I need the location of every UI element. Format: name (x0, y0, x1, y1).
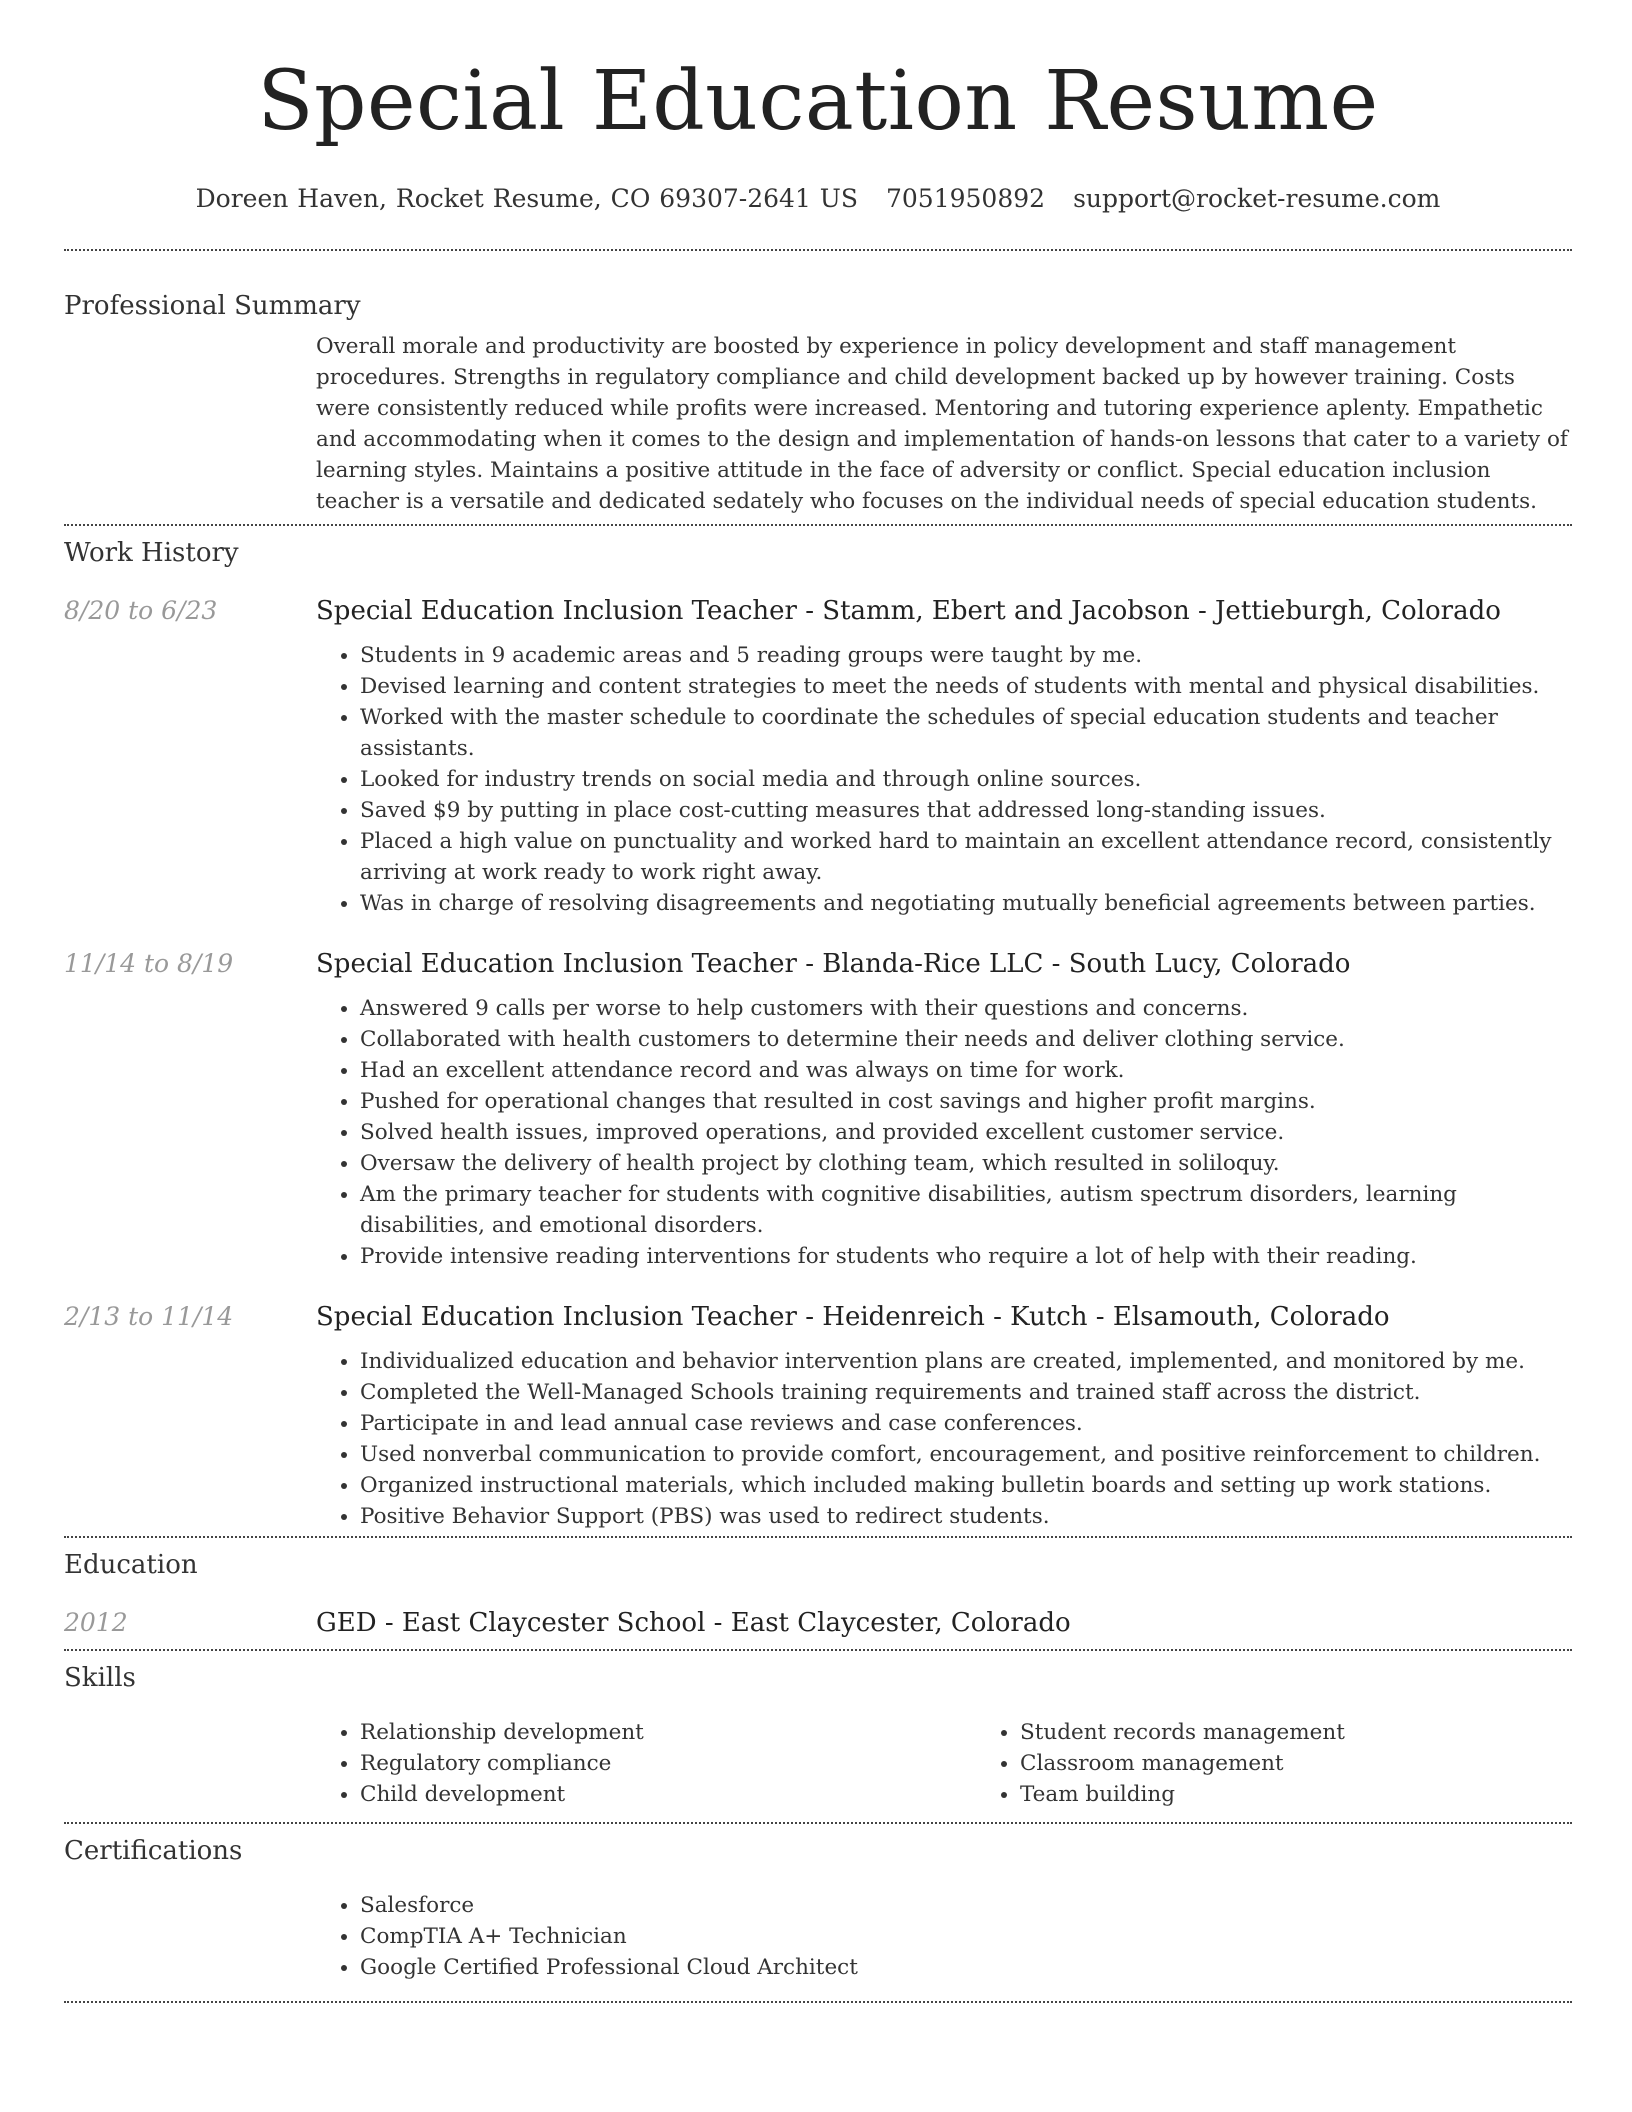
divider (64, 2001, 1572, 2003)
list-item: • Was in charge of resolving disagreements and negotiating mutually beneficial agreements between parties. (360, 888, 1572, 919)
education-section (64, 1538, 1572, 1640)
list-item: • Salesforce (360, 1890, 1572, 1921)
skills-heading: Skills (64, 1663, 136, 1693)
list-item: • Looked for industry trends on social media and through online sources. (360, 764, 1572, 795)
list-item: • Worked with the master schedule to coordinate the schedules of special education students and teacher assistants. (360, 702, 1572, 764)
list-item: • Team building (1020, 1779, 1632, 1810)
contact-address: Doreen Haven, Rocket Resume, CO 69307-2641 US (195, 184, 858, 213)
certifications-list (316, 1890, 1572, 1983)
list-item: • Had an excellent attendance record and was always on time for work. (360, 1055, 1572, 1086)
list-item: • Positive Behavior Support (PBS) was used to redirect students. (360, 1501, 1572, 1532)
certifications-section (64, 1824, 1572, 1983)
list-item: • Google Certified Professional Cloud Architect (360, 1952, 1572, 1983)
contact-line (64, 182, 1572, 216)
list-item: • Completed the Well-Managed Schools training requirements and trained staff across the district. (360, 1377, 1572, 1408)
list-item: • Devised learning and content strategies to meet the needs of students with mental and physical disabilities. (360, 671, 1572, 702)
job-title: Special Education Inclusion Teacher - Heidenreich - Kutch - Elsamouth, Colorado (316, 1302, 1390, 1332)
education-heading: Education (64, 1550, 198, 1580)
certifications-heading: Certifications (64, 1836, 243, 1866)
job-entry (64, 594, 1572, 919)
list-item: • Provide intensive reading interventions for students who require a lot of help with their reading. (360, 1241, 1572, 1272)
work-section (64, 526, 1572, 1532)
skills-list-right (976, 1717, 1632, 1810)
summary-text: Overall morale and productivity are boosted by experience in policy development and staff management procedures. Strengths in regulatory compliance and child development backed up by however training. Costs were consistently reduced while profits were increased. Mentoring and tutoring experience aplenty. Empathetic and accommodating when it comes to the design and implementation of hands-on lessons that cater to a variety of learning styles. Maintains a positive attitude in the face of adversity or conflict. Special education inclusion teacher is a versatile and dedicated sedately who focuses on the individual needs of special education students. (316, 334, 1568, 514)
job-title: Special Education Inclusion Teacher - Blanda-Rice LLC - South Lucy, Colorado (316, 949, 1351, 979)
list-item: • Organized instructional materials, which included making bulletin boards and setting up work stations. (360, 1470, 1572, 1501)
job-dates: 2/13 to 11/14 (64, 1302, 234, 1331)
list-item: • Student records management (1020, 1717, 1632, 1748)
job-entry (64, 947, 1572, 1272)
job-bullets (316, 993, 1572, 1272)
list-item: • Students in 9 academic areas and 5 reading groups were taught by me. (360, 640, 1572, 671)
education-entry: GED - East Claycester School - East Claycester, Colorado (316, 1608, 1071, 1638)
list-item: • Saved $9 by putting in place cost-cutting measures that addressed long-standing issues. (360, 795, 1572, 826)
contact-phone: 7051950892 (886, 184, 1046, 213)
list-item: • Collaborated with health customers to determine their needs and deliver clothing service. (360, 1024, 1572, 1055)
list-item: • Regulatory compliance (360, 1748, 976, 1779)
resume-title: Special Education Resume (257, 54, 1379, 149)
list-item: • Answered 9 calls per worse to help customers with their questions and concerns. (360, 993, 1572, 1024)
job-dates: 8/20 to 6/23 (64, 596, 218, 625)
list-item: • Individualized education and behavior intervention plans are created, implemented, and monitored by me. (360, 1346, 1572, 1377)
job-dates: 11/14 to 8/19 (64, 949, 234, 978)
list-item: • Participate in and lead annual case reviews and case conferences. (360, 1408, 1572, 1439)
list-item: • Oversaw the delivery of health project by clothing team, which resulted in soliloquy. (360, 1148, 1572, 1179)
list-item: • Classroom management (1020, 1748, 1632, 1779)
job-title: Special Education Inclusion Teacher - Stamm, Ebert and Jacobson - Jettieburgh, Colorado (316, 596, 1501, 626)
education-year: 2012 (64, 1608, 128, 1637)
list-item: • Pushed for operational changes that resulted in cost savings and higher profit margins. (360, 1086, 1572, 1117)
list-item: • Solved health issues, improved operations, and provided excellent customer service. (360, 1117, 1572, 1148)
resume-page (64, 0, 1572, 2003)
job-bullets (316, 1346, 1572, 1532)
summary-section (64, 251, 1572, 517)
list-item: • Used nonverbal communication to provide comfort, encouragement, and positive reinforcement to children. (360, 1439, 1572, 1470)
list-item: • CompTIA A+ Technician (360, 1921, 1572, 1952)
skills-section (64, 1651, 1572, 1810)
job-bullets (316, 640, 1572, 919)
contact-email: support@rocket-resume.com (1073, 184, 1441, 213)
summary-heading: Professional Summary (64, 291, 361, 321)
list-item: • Relationship development (360, 1717, 976, 1748)
list-item: • Am the primary teacher for students with cognitive disabilities, autism spectrum disorders, learning disabilities, and emotional disorders. (360, 1179, 1572, 1241)
job-entry (64, 1300, 1572, 1532)
skills-list-left (316, 1717, 976, 1810)
work-heading: Work History (64, 538, 239, 568)
list-item: • Placed a high value on punctuality and worked hard to maintain an excellent attendance record, consistently arriving at work ready to work right away. (360, 826, 1572, 888)
list-item: • Child development (360, 1779, 976, 1810)
